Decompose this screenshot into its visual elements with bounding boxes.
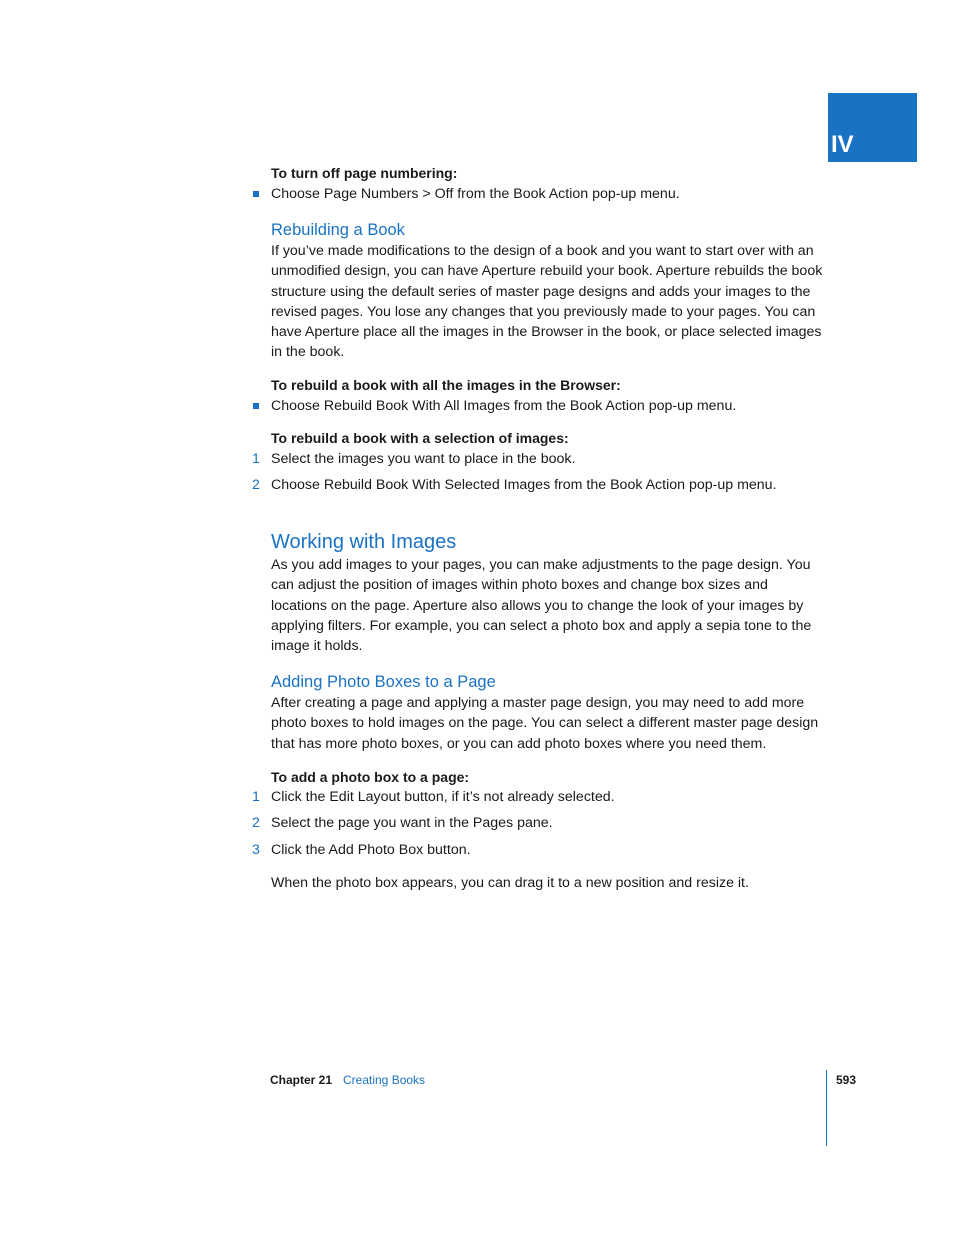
part-tab-label: IV [831,131,854,158]
closing-sentence: When the photo box appears, you can drag it to a new position and resize it. [271,875,749,891]
instruction-label-rebuild-all: To rebuild a book with all the images in the Browser: [271,377,621,393]
paragraph-adding-photo-boxes: After creating a page and applying a master page design, you may need to add more photo boxes to hold images on the page. You can select a different master page design that has more photo boxes, or you can add photo boxes where you need them. [271,695,819,752]
step-number: 1 [252,789,260,805]
paragraph-rebuilding: If you’ve made modifications to the design of a book and you want to start over with an unmodified design, you can have Aperture rebuild your book. Aperture rebuilds the book structure using the default series of master page designs and adds your images to the revised pages. You lose any changes that you previously made to your pages. You can have Aperture place all the images in the Browser in the book, or place selected images in the book. [271,243,823,361]
step-text: Click the Edit Layout button, if it’s not already selected. [271,789,615,805]
instruction-label-page-numbering: To turn off page numbering: [271,165,458,181]
step-text: Click the Add Photo Box button. [271,842,471,858]
step-text: Select the page you want in the Pages pane. [271,815,553,831]
heading-working-with-images: Working with Images [271,531,457,553]
paragraph-working-with-images: As you add images to your pages, you can make adjustments to the page design. You can adjust the position of images within photo boxes and change box sizes and locations on the page. Aperture also allows you to change the look of your images by applying filters. For example, you can select a photo box and apply a sepia tone to the image it holds. [271,557,812,655]
page-number: 593 [836,1073,857,1087]
footer-chapter: Chapter 21 [270,1073,333,1087]
footer-chapter-title: Creating Books [343,1073,426,1087]
heading-rebuilding-a-book: Rebuilding a Book [271,221,405,239]
step-text: Choose Rebuild Book With Selected Images from the Book Action pop-up menu. [271,477,777,493]
instruction-label-rebuild-selection: To rebuild a book with a selection of images: [271,430,569,446]
part-tab [828,93,917,162]
step-text: Select the images you want to place in the book. [271,451,576,467]
bullet-text-page-numbers: Choose Page Numbers > Off from the Book Action pop-up menu. [271,186,680,202]
step-number: 2 [252,815,260,831]
bullet-marker [253,191,259,197]
heading-adding-photo-boxes: Adding Photo Boxes to a Page [271,673,496,691]
step-number: 2 [252,477,260,493]
step-number: 3 [252,842,260,858]
instruction-label-add-photo-box: To add a photo box to a page: [271,769,470,785]
bullet-text-rebuild-all: Choose Rebuild Book With All Images from the Book Action pop-up menu. [271,398,737,414]
bullet-marker [253,403,259,409]
step-number: 1 [252,451,260,467]
footer-divider [826,1070,827,1146]
